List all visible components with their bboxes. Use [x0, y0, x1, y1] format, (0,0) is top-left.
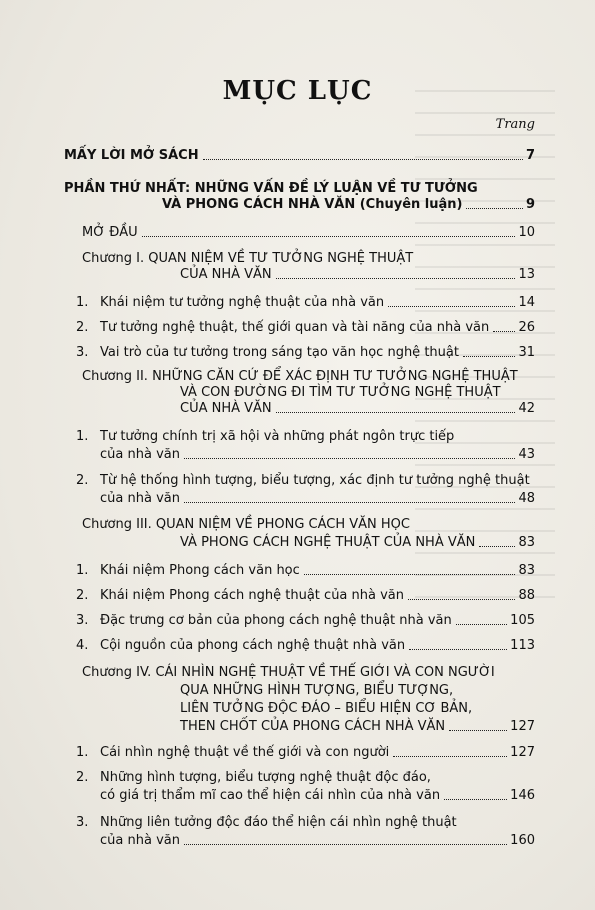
toc-ch2-item2-line1: Từ hệ thống hình tượng, biểu tượng, xác định tư tưởng nghệ thuật: [100, 473, 530, 488]
leader-dots: [184, 502, 515, 503]
toc-ch4-line3: LIÊN TƯỞNG ĐỘC ĐÁO – BIỂU HIỆN CƠ BẢN,: [180, 701, 473, 716]
toc-entry-ch1[interactable]: [180, 267, 535, 282]
toc-item-number: 3.: [76, 345, 89, 360]
toc-item-number: 2.: [76, 588, 89, 603]
toc-entry-text: VÀ PHONG CÁCH NGHỆ THUẬT CỦA NHÀ VĂN: [180, 535, 476, 550]
leader-dots: [184, 458, 515, 459]
toc-page-number: 31: [518, 345, 535, 360]
toc-entry-ch3-item2[interactable]: [100, 588, 535, 603]
toc-page-number: 48: [518, 491, 535, 506]
toc-entry-text: VÀ PHONG CÁCH NHÀ VĂN (Chuyên luận): [162, 197, 463, 212]
toc-entry-ch3-item4[interactable]: [100, 638, 535, 653]
toc-entry-text: MỞ ĐẦU: [82, 225, 138, 240]
toc-ch4-line2: QUA NHỮNG HÌNH TƯỢNG, BIỂU TƯỢNG,: [180, 683, 454, 698]
toc-item-number: 2.: [76, 770, 89, 785]
toc-page-number: 9: [525, 197, 535, 212]
leader-dots: [203, 159, 523, 160]
toc-entry-ch3-item1[interactable]: [100, 563, 535, 578]
toc-entry-ch2[interactable]: [180, 401, 535, 416]
toc-entry-ch1-item3[interactable]: [100, 345, 535, 360]
toc-page-number: 26: [518, 320, 535, 335]
leader-dots: [393, 756, 507, 757]
toc-item-number: 1.: [76, 563, 89, 578]
toc-entry-ch4[interactable]: [180, 719, 535, 734]
toc-page-number: 13: [518, 267, 535, 282]
leader-dots: [142, 236, 516, 237]
toc-page-number: 10: [518, 225, 535, 240]
leader-dots: [276, 412, 516, 413]
toc-item-number: 3.: [76, 815, 89, 830]
toc-item-number: 1.: [76, 295, 89, 310]
toc-ch4-item2-line1: Những hình tượng, biểu tượng nghệ thuật độc đáo,: [100, 770, 431, 785]
leader-dots: [479, 546, 515, 547]
toc-page-number: 42: [518, 401, 535, 416]
leader-dots: [449, 730, 507, 731]
toc-entry-text: Vai trò của tư tưởng trong sáng tạo văn học nghệ thuật: [100, 345, 459, 360]
toc-entry-text: CỦA NHÀ VĂN: [180, 267, 272, 282]
toc-page-number: 146: [510, 788, 535, 803]
toc-page-number: 127: [510, 745, 535, 760]
toc-entry-part1[interactable]: [162, 197, 535, 212]
toc-page-number: 160: [510, 833, 535, 848]
toc-item-number: 1.: [76, 429, 89, 444]
toc-entry-ch2-item2[interactable]: [100, 491, 535, 506]
toc-page-number: 7: [525, 148, 535, 163]
leader-dots: [456, 624, 507, 625]
toc-ch4-item3-line1: Những liên tưởng độc đáo thể hiện cái nhìn nghệ thuật: [100, 815, 457, 830]
toc-entry-ch3-item3[interactable]: [100, 613, 535, 628]
toc-entry-ch1-item1[interactable]: [100, 295, 535, 310]
page-title: MỤC LỤC: [222, 76, 373, 106]
toc-entry-text: Tư tưởng nghệ thuật, thế giới quan và tài năng của nhà văn: [100, 320, 490, 335]
leader-dots: [444, 799, 507, 800]
toc-ch2-line2: VÀ CON ĐƯỜNG ĐI TÌM TƯ TƯỞNG NGHỆ THUẬT: [180, 385, 501, 400]
toc-entry-ch4-item1[interactable]: [100, 745, 535, 760]
toc-ch2-item1-line1: Tư tưởng chính trị xã hội và những phát ngôn trực tiếp: [100, 429, 455, 444]
toc-page-number: 14: [518, 295, 535, 310]
leader-dots: [184, 844, 507, 845]
toc-item-number: 4.: [76, 638, 89, 653]
leader-dots: [304, 574, 516, 575]
toc-entry-text: MẤY LỜI MỞ SÁCH: [64, 148, 199, 163]
toc-entry-ch4-item3[interactable]: [100, 833, 535, 848]
toc-ch1-line1: Chương I. QUAN NIỆM VỀ TƯ TƯỞNG NGHỆ THUẬT: [82, 251, 414, 266]
toc-part1-line1: PHẦN THỨ NHẤT: NHỮNG VẤN ĐỀ LÝ LUẬN VỀ TƯ TƯỞNG: [64, 181, 478, 196]
toc-entry-text: của nhà văn: [100, 491, 180, 506]
toc-page-number: 43: [518, 447, 535, 462]
toc-item-number: 2.: [76, 473, 89, 488]
toc-entry-ch3[interactable]: [180, 535, 535, 550]
toc-entry-text: Cái nhìn nghệ thuật về thế giới và con người: [100, 745, 390, 760]
leader-dots: [408, 599, 515, 600]
toc-entry-text: của nhà văn: [100, 447, 180, 462]
toc-entry-text: Khái niệm Phong cách nghệ thuật của nhà văn: [100, 588, 405, 603]
toc-page-number: 88: [518, 588, 535, 603]
toc-page-number: 83: [518, 535, 535, 550]
leader-dots: [409, 649, 507, 650]
toc-page-number: 105: [510, 613, 535, 628]
leader-dots: [493, 331, 515, 332]
toc-page-number: 127: [510, 719, 535, 734]
toc-entry-text: Khái niệm Phong cách văn học: [100, 563, 300, 578]
toc-ch3-line1: Chương III. QUAN NIỆM VỀ PHONG CÁCH VĂN HỌC: [82, 517, 410, 532]
toc-item-number: 3.: [76, 613, 89, 628]
toc-item-number: 2.: [76, 320, 89, 335]
toc-ch4-line1: Chương IV. CÁI NHÌN NGHỆ THUẬT VỀ THẾ GIỚI VÀ CON NGƯỜI: [82, 665, 495, 680]
toc-entry-text: của nhà văn: [100, 833, 180, 848]
page-column-label: Trang: [495, 117, 535, 132]
toc-entry-text: Đặc trưng cơ bản của phong cách nghệ thuật nhà văn: [100, 613, 452, 628]
leader-dots: [388, 306, 515, 307]
toc-entry-ch1-item2[interactable]: [100, 320, 535, 335]
toc-entry-text: có giá trị thẩm mĩ cao thể hiện cái nhìn của nhà văn: [100, 788, 441, 803]
leader-dots: [276, 278, 516, 279]
toc-entry-text: Cội nguồn của phong cách nghệ thuật nhà văn: [100, 638, 406, 653]
leader-dots: [463, 356, 515, 357]
toc-entry-text: Khái niệm tư tưởng nghệ thuật của nhà văn: [100, 295, 385, 310]
toc-page-number: 83: [518, 563, 535, 578]
toc-entry-text: THEN CHỐT CỦA PHONG CÁCH NHÀ VĂN: [180, 719, 446, 734]
leader-dots: [466, 208, 522, 209]
toc-ch2-line1: Chương II. NHỮNG CĂN CỨ ĐỂ XÁC ĐỊNH TƯ TƯỞNG NGHỆ THUẬT: [82, 369, 518, 384]
toc-item-number: 1.: [76, 745, 89, 760]
toc-entry-text: CỦA NHÀ VĂN: [180, 401, 272, 416]
toc-entry-ch4-item2[interactable]: [100, 788, 535, 803]
toc-page-number: 113: [510, 638, 535, 653]
toc-entry-intro[interactable]: [82, 225, 535, 240]
toc-entry-preface[interactable]: [64, 148, 535, 163]
toc-entry-ch2-item1[interactable]: [100, 447, 535, 462]
